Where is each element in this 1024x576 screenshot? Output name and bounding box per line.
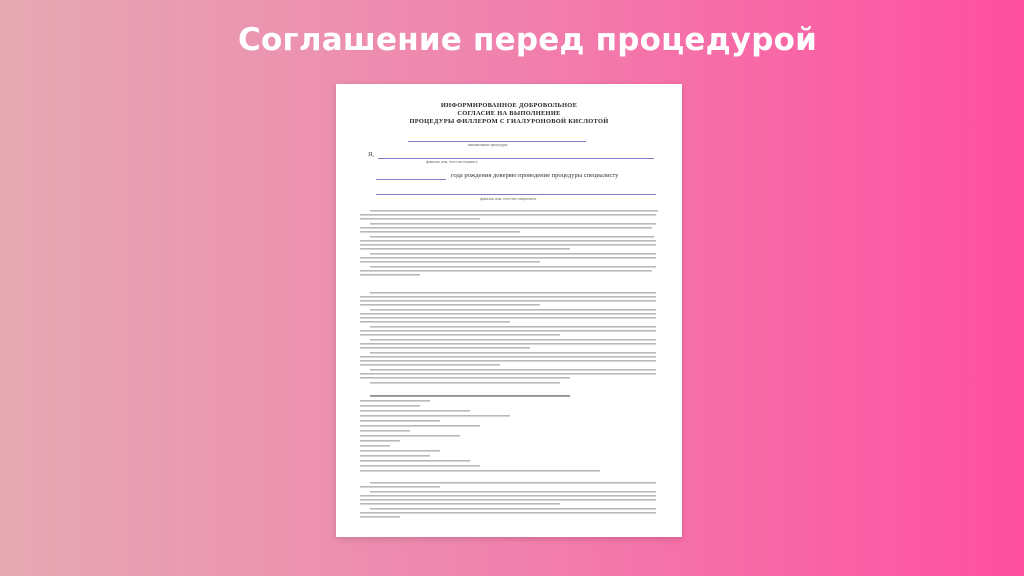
fio-caption: фамилия, имя, отчество пациента	[426, 160, 478, 164]
document-body	[360, 210, 660, 532]
heading-line-1: ИНФОРМИРОВАННОЕ ДОБРОВОЛЬНОЕ	[440, 102, 578, 109]
birth-text: года рождения доверяю проведение процедуры специалисту	[451, 172, 619, 179]
heading-line-2: СОГЛАСИЕ НА ВЫПОЛНЕНИЕ	[457, 110, 561, 118]
birth-year-field-line	[376, 179, 446, 180]
procedure-field-line	[408, 141, 586, 142]
ya-label: Я,	[368, 151, 374, 158]
heading-line-3: ПРОЦЕДУРЫ ФИЛЛЕРОМ С ГИАЛУРОНОВОЙ КИСЛОТОЙ	[409, 118, 609, 126]
procedure-caption: наименование процедуры	[468, 143, 508, 147]
slide-title: Соглашение перед процедурой	[238, 22, 818, 58]
document-heading	[336, 102, 682, 127]
specialist-field-line	[376, 194, 656, 195]
body-text-placeholder	[360, 210, 660, 530]
consent-document	[336, 84, 682, 537]
specialist-caption: фамилия, имя, отчество специалиста	[480, 197, 537, 201]
fio-field-line	[378, 158, 654, 159]
body-lines	[360, 210, 660, 532]
